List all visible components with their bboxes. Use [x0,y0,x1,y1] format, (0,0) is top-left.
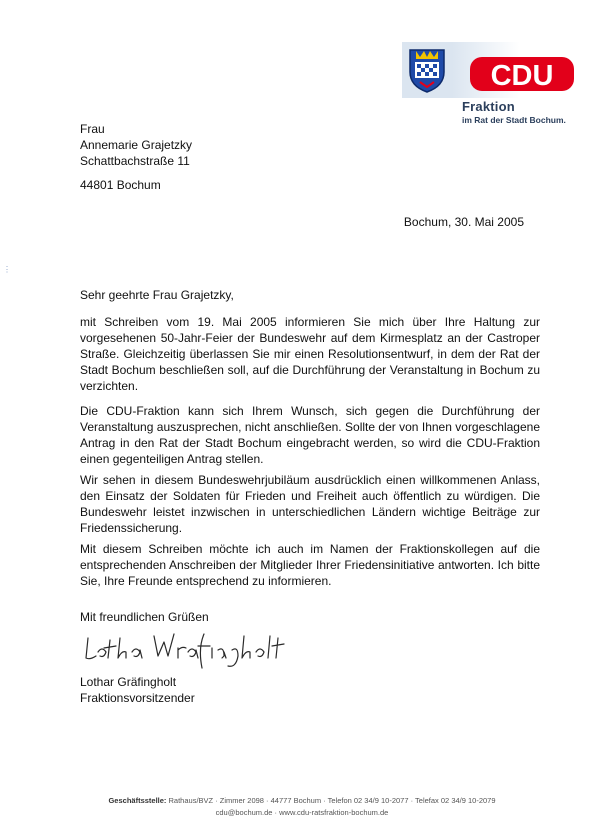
signer-name: Lothar Gräfingholt [80,675,177,689]
recipient-city: 44801 Bochum [80,178,161,192]
footer-label: Geschäftsstelle: [108,796,167,805]
body-paragraph-2: Die CDU-Fraktion kann sich Ihrem Wunsch, sich gegen die Durchführung der Veranstaltung auszusprechen, nicht anschließen. Sollte der von Ihnen vorgeschlagene Antrag in den Rat der Stadt Bochum eingebracht werden, so wird die CDU-Fraktion einen gegenteiligen Antrag stellen. [80,404,540,466]
recipient-salutation-line: Frau [80,122,105,136]
letter-date: Bochum, 30. Mai 2005 [403,215,524,229]
closing-phrase: Mit freundlichen Grüßen [80,610,209,624]
body-paragraph-4: Mit diesem Schreiben möchte ich auch im Namen der Fraktionskollegen auf die entsprechenden Anschreiben der Mitglieder Ihrer Friedensinitiative antworten. Ich bitte Sie, Ihre Freunde entsprechend zu informieren. [80,542,540,588]
recipient-street: Schattbachstraße 11 [80,154,190,168]
recipient-name: Annemarie Grajetzky [80,138,193,152]
body-paragraph-1: mit Schreiben vom 19. Mai 2005 informieren Sie mich über Ihre Haltung zur vorgesehenen 50-Jahr-Feier der Bundeswehr auf dem Kirmesplatz an der Castroper Straße. Gleichzeitig überlassen Sie mir einen Resolutionsentwurf, in dem der Rat der Stadt Bochum beschließen soll, auf die Durchführung der Veranstaltung in Bochum zu verzichten. [80,315,540,393]
bochum-coat-of-arms-icon [406,46,448,94]
footer-address [0,796,604,805]
footer-address-text: Rathaus/BVZ · Zimmer 2098 · 44777 Bochum · Telefon 02 34/9 10-2077 · Telefax 02 34/9 10-2079 [168,796,496,805]
fraktion-title: Fraktion [462,99,515,114]
cdu-logo [470,56,576,92]
footer-contact: cdu@bochum.de · www.cdu-ratsfraktion-bochum.de [215,808,389,817]
fraktion-subtitle: im Rat der Stadt Bochum. [462,115,566,125]
body-paragraph-3: Wir sehen in diesem Bundeswehrjubiläum ausdrücklich einen willkommenen Anlass, den Einsatz der Soldaten für Frieden und Freiheit auch öffentlich zu würdigen. Die Bundeswehr leistet inzwischen in unterschiedlichen Ländern wichtige Beiträge zur Friedenssicherung. [80,473,540,535]
cdu-logo-text: CDU [490,60,554,92]
letter-salutation: Sehr geehrte Frau Grajetzky, [80,288,234,302]
fold-mark: ⋮ [3,265,11,274]
handwritten-signature [80,628,300,670]
signer-title: Fraktionsvorsitzender [80,691,195,705]
